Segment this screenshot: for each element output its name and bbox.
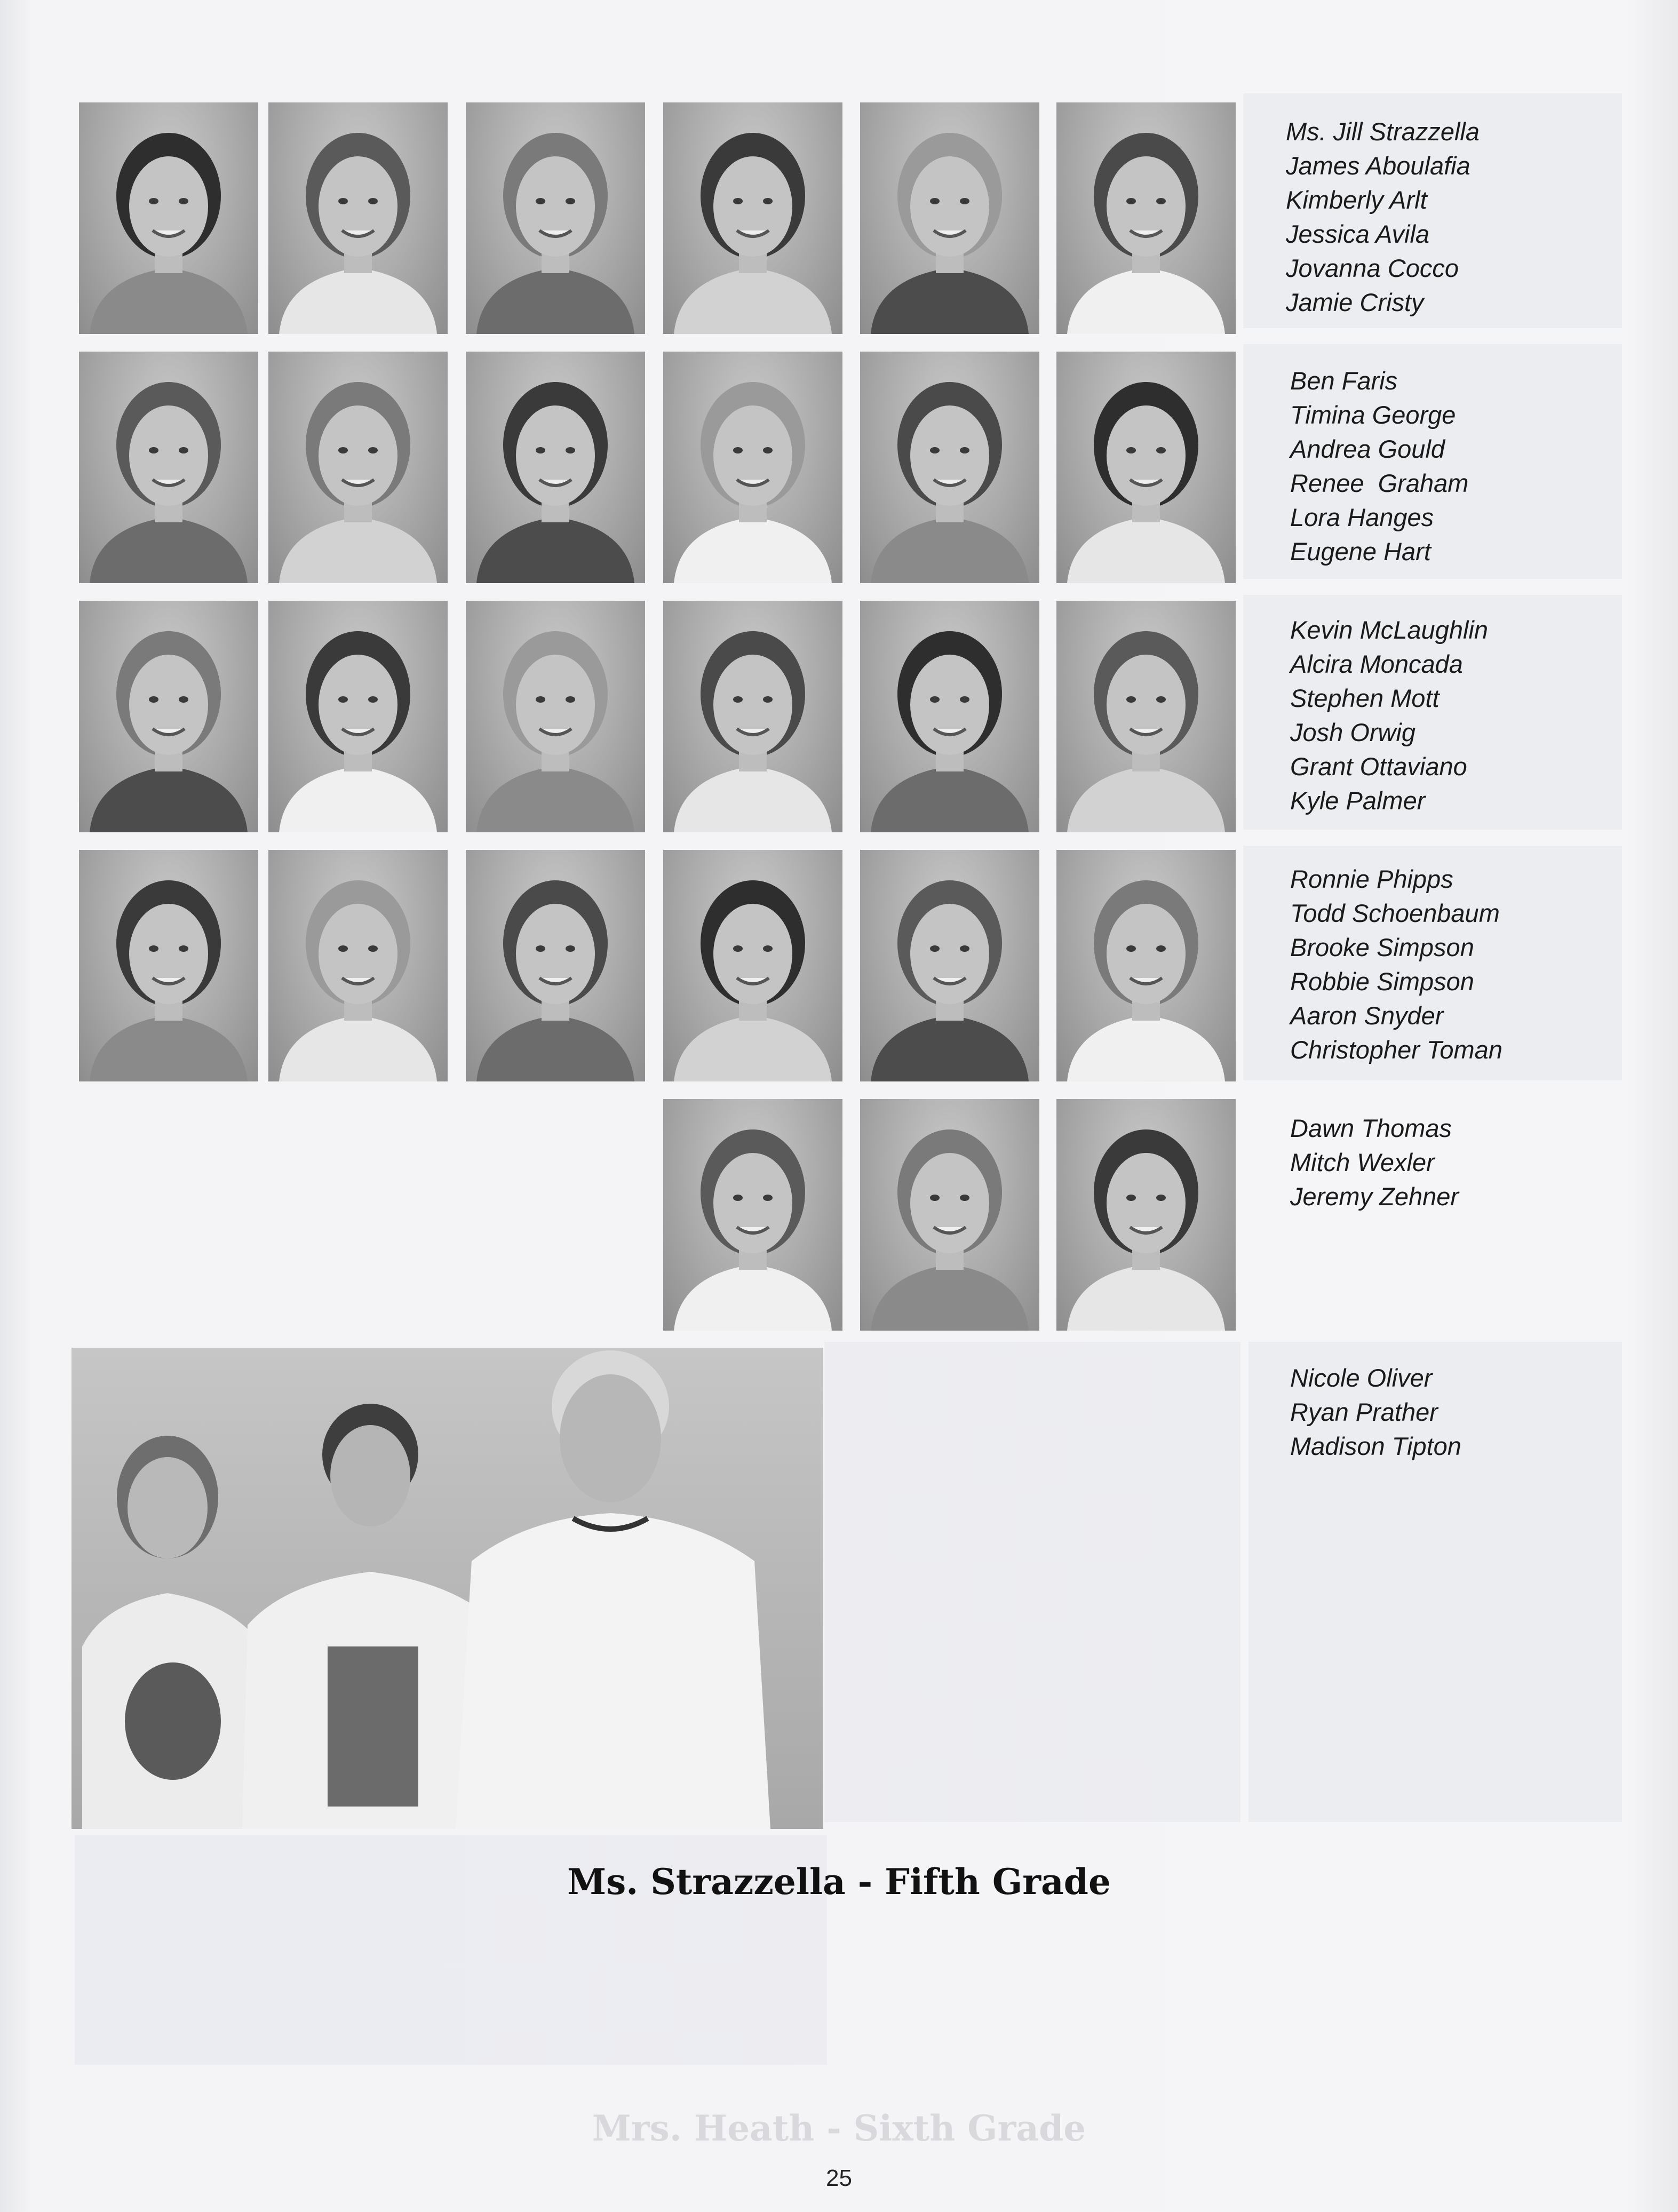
portrait-image (1056, 352, 1236, 583)
name-list-row-5 (1290, 1111, 1459, 1214)
name-entry: Lora Hanges (1290, 503, 1434, 531)
page-number: 25 (826, 2165, 852, 2191)
group-photo-image (71, 1348, 823, 1829)
name-entry: Aaron Snyder (1290, 1001, 1444, 1030)
portrait-image (663, 850, 842, 1081)
name-entry: Eugene Hart (1290, 537, 1431, 566)
student-portrait (79, 850, 258, 1081)
portrait-image (663, 102, 842, 334)
page-caption: Ms. Strazzella - Fifth Grade (567, 1861, 1111, 1903)
name-entry: Mitch Wexler (1290, 1148, 1435, 1176)
student-portrait (663, 601, 842, 832)
portrait-image (860, 601, 1039, 832)
student-portrait (860, 601, 1039, 832)
name-entry: Robbie Simpson (1290, 967, 1474, 996)
student-portrait (1056, 352, 1236, 583)
portrait-image (268, 102, 448, 334)
group-photo-names (1290, 1361, 1461, 1463)
name-entry: Kimberly Arlt (1286, 186, 1427, 214)
name-entry: Nicole Oliver (1290, 1364, 1433, 1392)
name-entry: Jamie Cristy (1286, 288, 1424, 316)
student-portrait (268, 850, 448, 1081)
student-portrait (268, 352, 448, 583)
name-list-row-3 (1290, 613, 1488, 818)
name-entry: Christopher Toman (1290, 1036, 1502, 1064)
portrait-image (79, 850, 258, 1081)
portrait-image (1056, 601, 1236, 832)
student-portrait (79, 601, 258, 832)
bleed-through-caption: Mrs. Heath - Sixth Grade (592, 2107, 1086, 2149)
name-entry: Madison Tipton (1290, 1432, 1461, 1460)
name-entry: Jovanna Cocco (1286, 254, 1459, 282)
student-portrait (1056, 1099, 1236, 1331)
portrait-image (860, 352, 1039, 583)
student-portrait (1056, 850, 1236, 1081)
portrait-image (268, 850, 448, 1081)
bleed-through-panel (824, 1342, 1240, 1822)
name-entry: James Aboulafia (1286, 152, 1470, 180)
name-entry: Renee Graham (1290, 469, 1469, 497)
portrait-image (860, 1099, 1039, 1331)
student-portrait (663, 102, 842, 334)
portrait-image (466, 850, 645, 1081)
student-portrait (466, 352, 645, 583)
name-list-row-1 (1286, 115, 1480, 320)
name-entry: Dawn Thomas (1290, 1114, 1452, 1142)
name-list-row-4 (1290, 862, 1502, 1067)
name-entry: Ronnie Phipps (1290, 865, 1453, 893)
portrait-image (466, 601, 645, 832)
student-portrait (860, 850, 1039, 1081)
student-portrait (79, 102, 258, 334)
name-entry: Grant Ottaviano (1290, 752, 1467, 781)
name-entry: Kevin McLaughlin (1290, 616, 1488, 644)
student-portrait (268, 601, 448, 832)
portrait-image (1056, 102, 1236, 334)
student-portrait (1056, 102, 1236, 334)
portrait-image (466, 102, 645, 334)
name-entry: Brooke Simpson (1290, 933, 1474, 961)
portrait-image (79, 601, 258, 832)
portrait-image (663, 352, 842, 583)
student-portrait (663, 850, 842, 1081)
portrait-image (79, 352, 258, 583)
portrait-image (663, 1099, 842, 1331)
portrait-image (1056, 850, 1236, 1081)
name-entry: Kyle Palmer (1290, 786, 1426, 815)
student-portrait (860, 352, 1039, 583)
student-portrait (268, 102, 448, 334)
name-entry: Jeremy Zehner (1290, 1182, 1459, 1211)
name-entry: Ben Faris (1290, 367, 1398, 395)
name-entry: Timina George (1290, 401, 1456, 429)
student-portrait (79, 352, 258, 583)
portrait-image (1056, 1099, 1236, 1331)
student-portrait (663, 352, 842, 583)
name-entry: Ms. Jill Strazzella (1286, 117, 1480, 146)
portrait-image (663, 601, 842, 832)
student-portrait (1056, 601, 1236, 832)
student-portrait (860, 102, 1039, 334)
portrait-image (268, 601, 448, 832)
portrait-image (79, 102, 258, 334)
portrait-image (268, 352, 448, 583)
portrait-image (466, 352, 645, 583)
portrait-image (860, 850, 1039, 1081)
name-entry: Todd Schoenbaum (1290, 899, 1500, 927)
name-entry: Alcira Moncada (1290, 650, 1463, 678)
portrait-image (860, 102, 1039, 334)
name-entry: Stephen Mott (1290, 684, 1440, 712)
student-portrait (466, 850, 645, 1081)
name-entry: Andrea Gould (1290, 435, 1445, 463)
name-list-row-2 (1290, 364, 1468, 569)
student-portrait (466, 102, 645, 334)
name-entry: Ryan Prather (1290, 1398, 1438, 1426)
student-portrait (466, 601, 645, 832)
name-entry: Josh Orwig (1290, 718, 1416, 746)
student-portrait (860, 1099, 1039, 1331)
name-entry: Jessica Avila (1286, 220, 1430, 248)
group-photo (71, 1348, 823, 1829)
student-portrait (663, 1099, 842, 1331)
